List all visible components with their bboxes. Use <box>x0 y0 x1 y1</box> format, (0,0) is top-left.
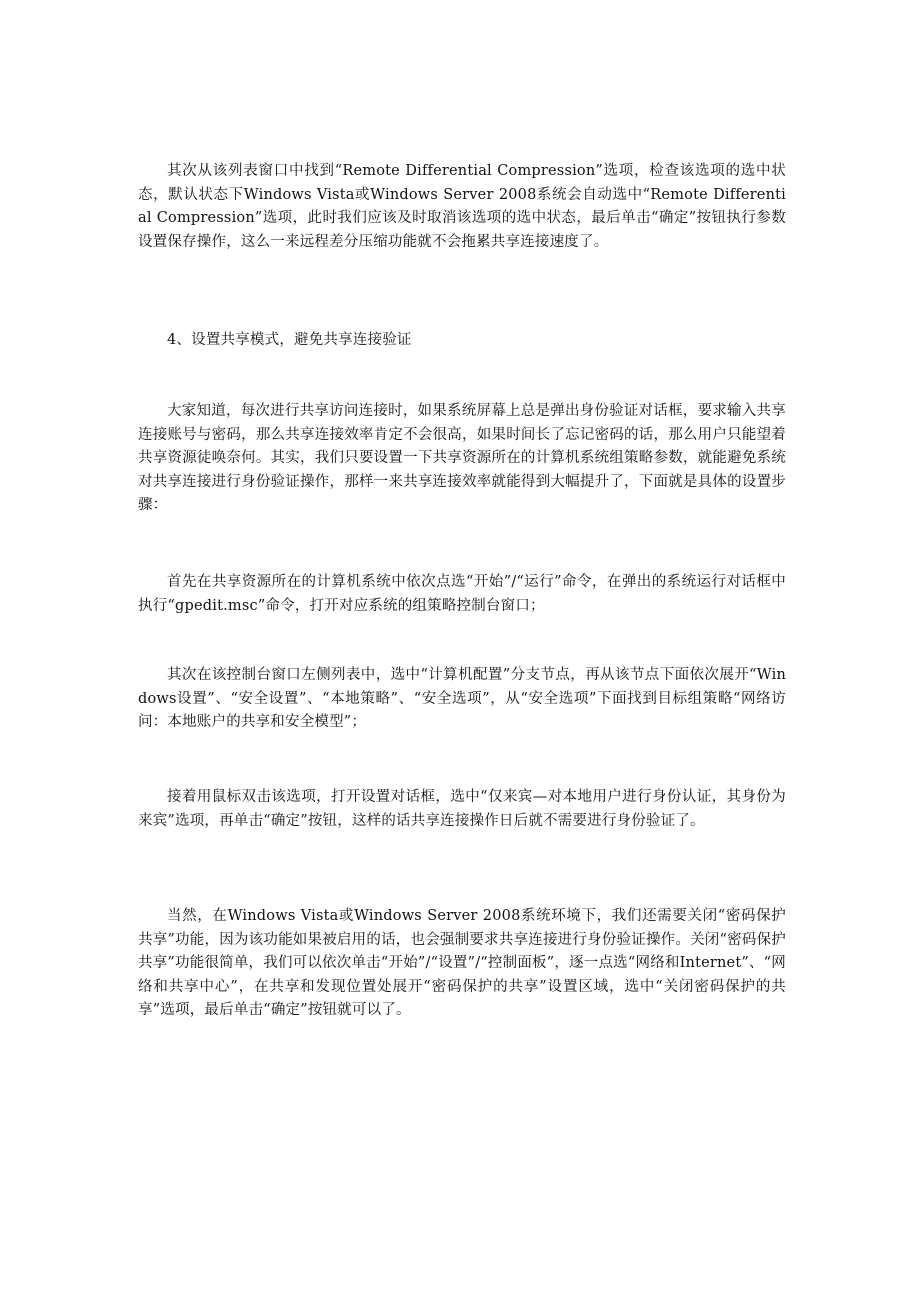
paragraph-step-select-guest-option: 接着用鼠标双击该选项，打开设置对话框，选中“仅来宾—对本地用户进行身份认证，其身份为来宾”选项，再单击“确定”按钮，这样的话共享连接操作日后就不需要进行身份验证了。 <box>138 789 786 829</box>
paragraph-step-navigate-policy: 其次在该控制台窗口左侧列表中，选中“计算机配置”分支节点，再从该节点下面依次展开“Windows设置”、“安全设置”、“本地策略”、“安全选项”，从“安全选项”下面找到目标组策略“网络访问：本地账户的共享和安全模型”； <box>138 667 786 731</box>
section-heading-sharing-mode: 4、设置共享模式，避免共享连接验证 <box>167 332 412 348</box>
paragraph-disable-password-sharing: 当然，在Windows Vista或Windows Server 2008系统环境下，我们还需要关闭“密码保护共享”功能，因为该功能如果被启用的话，也会强制要求共享连接进行身份验证操作。关闭“密码保护共享”功能很简单，我们可以依次单击“开始”/“设置”/“控制面板”，逐一点选“网络和Internet”、“网络和共享中心”，在共享和发现位置处展开“密码保护的共享”设置区域，选中“关闭密码保护的共享”选项，最后单击“确定”按钮就可以了。 <box>138 908 786 1019</box>
paragraph-remote-differential-compression: 其次从该列表窗口中找到“Remote Differential Compression”选项，检查该选项的选中状态，默认状态下Windows Vista或Windows Server 2008系统会自动选中“Remote Differential Compression”选项，此时我们应该及时取消该选项的选中状态，最后单击“确定”按钮执行参数设置保存操作，这么一来远程差分压缩功能就不会拖累共享连接速度了。 <box>138 163 786 250</box>
paragraph-step-run-gpedit: 首先在共享资源所在的计算机系统中依次点选“开始”/“运行”命令，在弹出的系统运行对话框中执行“gpedit.msc”命令，打开对应系统的组策略控制台窗口； <box>138 574 786 614</box>
paragraph-authentication-intro: 大家知道，每次进行共享访问连接时，如果系统屏幕上总是弹出身份验证对话框，要求输入共享连接账号与密码，那么共享连接效率肯定不会很高，如果时间长了忘记密码的话，那么用户只能望着共享资源徒唤奈何。其实，我们只要设置一下共享资源所在的计算机系统组策略参数，就能避免系统对共享连接进行身份验证操作，那样一来共享连接效率就能得到大幅提升了，下面就是具体的设置步骤： <box>138 403 786 514</box>
